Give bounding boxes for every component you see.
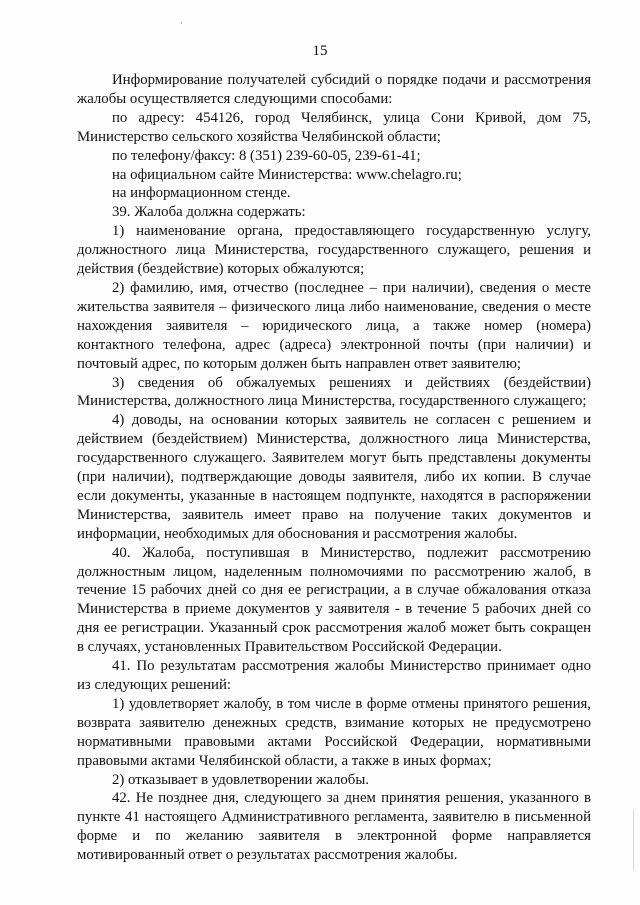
scan-artifact bbox=[181, 22, 182, 24]
paragraph: 4) доводы, на основании которых заявитель не согласен с решением и действием (бездействием) Министерства, должностного лица Министерства, государственного служащего. Заявителем могут быть представлены документы (при наличии), подтверждающие доводы заявителя, либо их копии. В случае если документы, указанные в настоящем подпункте, находятся в распоряжении Министерства, заявитель имеет право на получение таких документов и информации, необходимых для обоснования и рассмотрения жалобы. bbox=[77, 412, 591, 542]
paragraph: по адресу: 454126, город Челябинск, улица Сони Кривой, дом 75, Министерство сельского хозяйства Челябинской области; bbox=[77, 109, 591, 145]
paragraph: 41. По результатам рассмотрения жалобы Министерство принимает одно из следующих решений: bbox=[77, 658, 591, 693]
paragraph: 1) удовлетворяет жалобу, в том числе в форме отмены принятого решения, возврата заявителю денежных средств, взимание которых не предусмотрено нормативными правовыми актами Российской Федерации, нормативными правовыми актами Челябинской области, а также в иных формах; bbox=[77, 695, 591, 769]
paragraph: 2) отказывает в удовлетворении жалобы. bbox=[112, 771, 369, 788]
paragraph: 1) наименование органа, предоставляющего государственную услугу, должностного лица Министерства, государственного служащего, решения и действия (бездействие) которых обжалуются; bbox=[77, 223, 591, 278]
paragraph: 2) фамилию, имя, отчество (последнее – при наличии), сведения о месте жительства заявителя – физического лица либо наименование, сведения о месте нахождения заявителя – юридического лица, а также номер (номера) контактного телефона, адрес (адреса) электронной почты (при наличии) и почтовый адрес, по которым должен быть направлен ответ заявителю; bbox=[77, 279, 591, 372]
paragraph: по телефону/факсу: 8 (351) 239-60-05, 239-61-41; bbox=[112, 147, 421, 164]
page-number: 15 bbox=[312, 43, 328, 59]
paragraph: 3) сведения об обжалуемых решениях и действиях (бездействии) Министерства, должностного лица Министерства, государственного служащего; bbox=[77, 374, 591, 410]
paragraph: 42. Не позднее дня, следующего за днем принятия решения, указанного в пункте 41 настоящего Административного регламента, заявителю в письменной форме и по желанию заявителя в электронной форме направляется мотивированный ответ о результатах рассмотрения жалобы. bbox=[77, 790, 591, 864]
document-body bbox=[77, 71, 591, 865]
paragraph: 39. Жалоба должна содержать: bbox=[112, 204, 306, 221]
paragraph: на официальном сайте Министерства: www.chelagro.ru; bbox=[112, 166, 462, 183]
paragraph: Информирование получателей субсидий о порядке подачи и рассмотрения жалобы осуществляется следующими способами: bbox=[77, 72, 591, 107]
paragraph: на информационном стенде. bbox=[112, 185, 291, 202]
scan-edge-artifact bbox=[633, 810, 634, 870]
paragraph: 40. Жалоба, поступившая в Министерство, подлежит рассмотрению должностным лицом, наделенным полномочиями по рассмотрению жалоб, в течение 15 рабочих дней со дня ее регистрации, а в случае обжалования отказа Министерства в приеме документов у заявителя - в течение 5 рабочих дней со дня ее регистрации. Указанный срок рассмотрения жалоб может быть сокращен в случаях, установленных Правительством Российской Федерации. bbox=[77, 544, 591, 656]
